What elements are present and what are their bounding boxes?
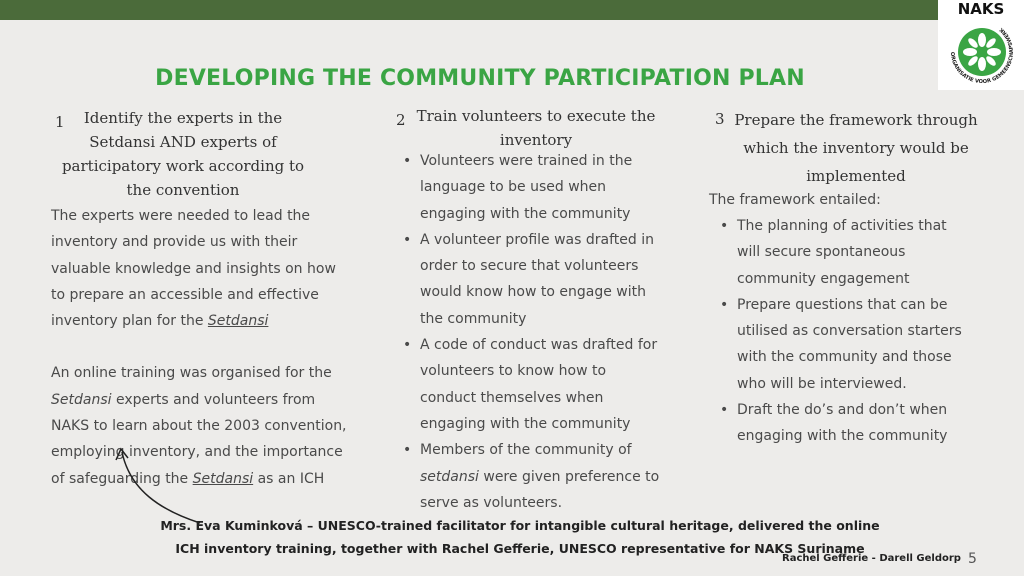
step-2-number: 2 [396,111,406,129]
credit-text: Rachel Gefferie - Darell Geldorp [782,553,961,564]
step-3-intro: The framework entailed: [709,192,881,208]
list-item: • Volunteers were trained in the language to be used when engaging with the community [403,148,665,227]
list-item: • A volunteer profile was drafted in order to secure that volunteers would know how to engage with the community [403,227,665,332]
page-number: 5 [968,551,977,567]
photo-caption: Mrs. Eva Kuminková – UNESCO-trained facilitator for intangible cultural heritage, delivered the online ICH inventory training, together with Rachel Gefferie, UNESCO representative for NAKS Suriname [160,518,880,556]
step-3-heading: Prepare the framework through which the inventory would be implemented [734,111,978,185]
step-1-paragraph-1: The experts were needed to lead the inventory and provide us with their valuable knowledge and insights on how to prepare an accessible and effective inventory plan for the Setdansi [51,208,336,330]
logo-ring-text: ORGANISATIE VOOR GEMEENSCHAPSWERK [948,26,1016,86]
list-item: • A code of conduct was drafted for volunteers to know how to conduct themselves when engaging with the community [403,332,665,437]
list-item: • Prepare questions that can be utilised as conversation starters with the community and those who will be interviewed. [720,292,970,397]
list-item: • The planning of activities that will secure spontaneous community engagement [720,213,970,292]
step-1-number: 1 [55,113,65,131]
logo-text: NAKS [957,0,1005,18]
page-title: DEVELOPING THE COMMUNITY PARTICIPATION PLAN [155,66,805,91]
step-2-heading: Train volunteers to execute the inventory [416,107,656,149]
step-1-paragraph-2: An online training was organised for the Setdansi experts and volunteers from NAKS to learn about the 2003 convention, employing inventory, and the importance of safeguarding the Setdansi as an ICH [51,365,347,487]
step-3-number: 3 [715,110,725,128]
step-1-heading: Identify the experts in the Setdansi AND experts of participatory work according to the convention [61,109,305,199]
list-item: • Members of the community of setdansi were given preference to serve as volunteers. [403,437,665,516]
list-item: • Draft the do’s and don’t when engaging with the community [720,397,970,450]
